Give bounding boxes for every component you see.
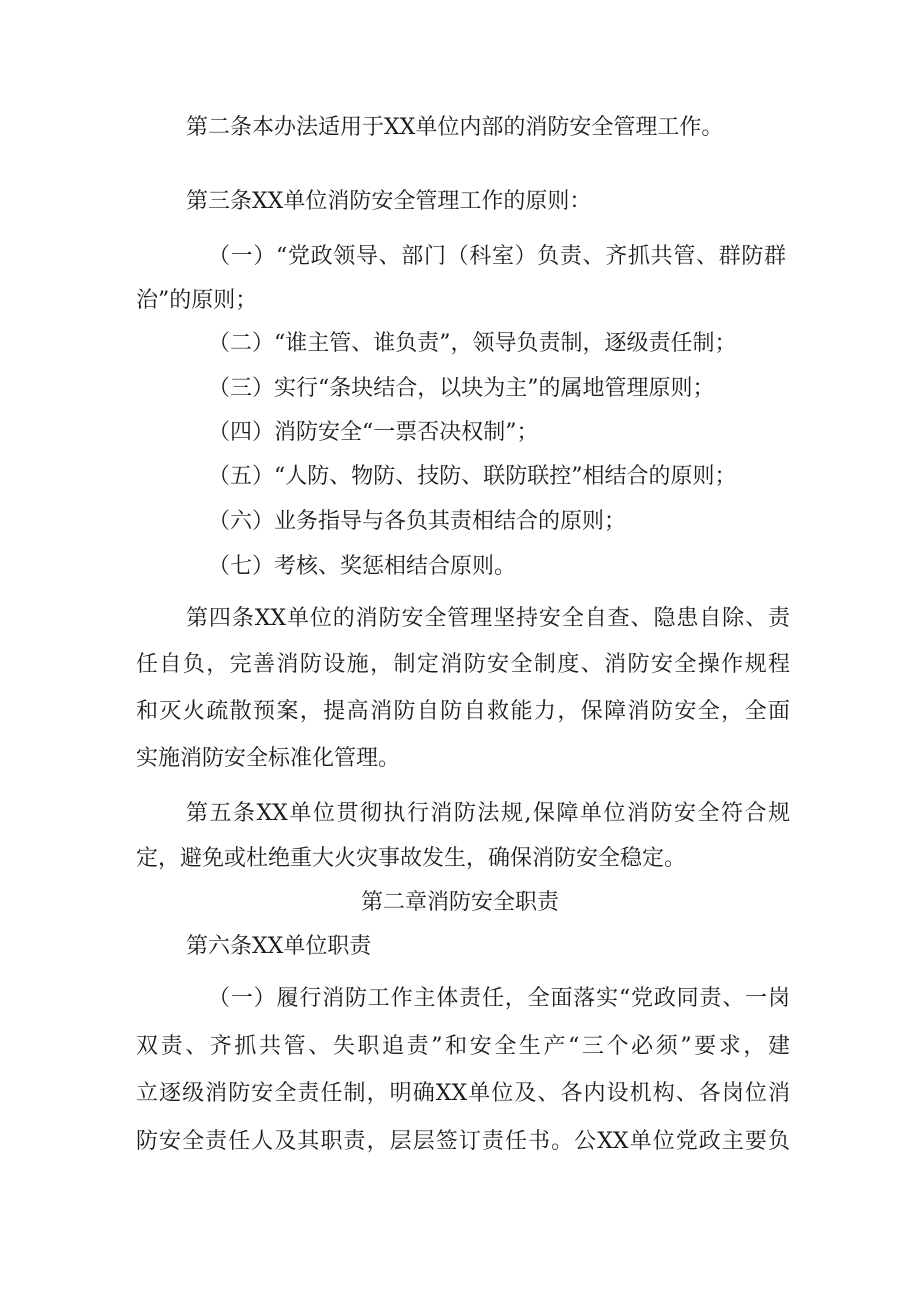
article-5-line-2: 定，避免或杜绝重大火灾事故发生，确保消防安全稳定。: [136, 846, 687, 871]
article-4-line-1: 第四条XX单位的消防安全管理坚持安全自查、隐患自除、责: [186, 606, 790, 631]
principle-3: （三）实行“条块结合，以块为主”的属地管理原则；: [208, 376, 715, 401]
article-4-line-3: 和灭火疏散预案，提高消防自防自救能力，保障消防安全，全面: [136, 699, 790, 724]
article-6: 第六条XX单位职责: [186, 934, 372, 959]
article-4-line-4: 实施消防安全标准化管理。: [136, 746, 401, 771]
principle-6: （六）业务指导与各负其责相结合的原则；: [208, 509, 627, 534]
article-5-line-1: 第五条XX单位贯彻执行消防法规,保障单位消防安全符合规: [186, 801, 790, 826]
principle-4: （四）消防安全“一票否决权制”；: [208, 420, 539, 445]
duty-1-line-1: （一）履行消防工作主体责任，全面落实“党政同责、一岗: [208, 986, 790, 1011]
duty-1-line-3: 立逐级消防安全责任制，明确XX单位及、各内设机构、各岗位消: [136, 1081, 790, 1106]
article-3: 第三条XX单位消防安全管理工作的原则：: [186, 189, 592, 214]
principle-1-line-2: 治”的原则；: [136, 288, 258, 313]
article-2: 第二条本办法适用于XX单位内部的消防安全管理工作。: [186, 115, 724, 140]
article-4-line-2: 任自负，完善消防设施，制定消防安全制度、消防安全操作规程: [136, 652, 790, 677]
principle-1-line-1: （一）“党政领导、部门（科室）负责、齐抓共管、群防群: [208, 244, 786, 269]
chapter-2-title: 第二章消防安全职责: [360, 890, 559, 915]
principle-5: （五）“人防、物防、技防、联防联控”相结合的原则；: [208, 464, 737, 489]
duty-1-line-4: 防安全责任人及其职责，层层签订责任书。公XX单位党政主要负: [136, 1129, 790, 1154]
duty-1-line-2: 双责、齐抓共管、失职追责”和安全生产“三个必须”要求，建: [136, 1034, 790, 1059]
principle-2: （二）“谁主管、谁负责”，领导负责制，逐级责任制；: [208, 331, 737, 356]
principle-7: （七）考核、奖惩相结合原则。: [208, 554, 517, 579]
